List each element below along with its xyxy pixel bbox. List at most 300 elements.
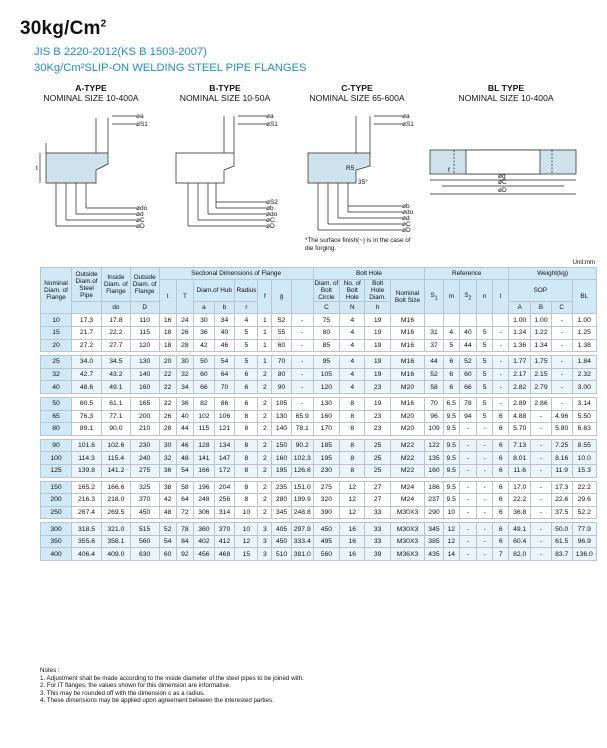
table-cell: 110 [130,314,159,327]
column-header: Diam.of Hub [194,280,235,302]
table-cell: 314 [214,506,235,519]
table-cell: 1 [258,339,272,352]
table-cell: 23 [365,381,390,394]
table-cell: - [459,494,476,507]
table-cell: 5 [477,397,493,410]
table-cell: 22.2 [509,494,531,507]
table-cell: M36X3 [390,548,425,561]
table-cell: 4 [340,356,365,369]
table-cell: 54 [214,356,235,369]
table-cell: M24 [390,494,425,507]
surface-finish-note: *The surface finish(~) is in the case of die forging. [305,237,411,252]
table-cell: 52 [425,368,443,381]
table-cell: - [551,326,572,339]
table-cell: - [459,523,476,536]
table-cell: 46 [176,439,193,452]
table-cell: 49.1 [101,381,130,394]
table-cell: 4 [340,339,365,352]
table-cell: - [493,326,509,339]
table-cell: M20 [390,410,425,423]
column-header: A [509,302,531,314]
table-cell: 2.89 [509,397,531,410]
column-header: do [101,302,130,314]
table-cell: 105 [272,397,292,410]
table-cell: 26 [176,326,193,339]
table-cell: 54 [159,535,176,548]
table-cell: 2 [258,464,272,477]
table-cell: 130 [313,397,339,410]
column-header: n [477,280,493,314]
table-cell: 4 [443,326,459,339]
table-cell: 450 [130,506,159,519]
table-cell: 19 [365,356,390,369]
table-cell: 2 [258,381,272,394]
table-cell: M22 [390,464,425,477]
table-row [41,494,597,507]
table-cell: 12 [340,494,365,507]
th-reference: Reference [425,268,509,280]
label-c-bl: øC [498,179,507,186]
table-cell: 385 [425,535,443,548]
table-cell: 46 [214,339,235,352]
nominal-size-cell: 80 [41,423,72,436]
column-header: D [130,302,159,314]
table-cell: 141 [194,452,215,465]
label-b-c: øb [402,203,410,210]
table-cell: 18 [159,326,176,339]
table-cell: 72 [176,506,193,519]
nominal-size-cell: 25 [41,356,72,369]
table-cell: 78 [176,523,193,536]
table-cell: M16 [390,339,425,352]
table-cell: 2.17 [509,368,531,381]
table-cell: 17.3 [72,314,102,327]
table-cell: 450 [313,523,339,536]
table-cell: 6 [493,423,509,436]
table-cell: 17.8 [101,314,130,327]
table-cell: 2 [258,481,272,494]
th-outside-pipe: Outside Diam.of Steel Pipe [72,268,102,302]
table-cell: 6.5 [443,397,459,410]
table-cell: 381.0 [291,548,313,561]
table-cell: 267.4 [72,506,102,519]
table-cell: 90.0 [101,423,130,436]
table-cell: 6 [493,523,509,536]
label-s2-b: øS2 [266,199,278,206]
table-cell: 290 [425,506,443,519]
type-bl-drawing [418,140,588,202]
table-cell: 468 [214,548,235,561]
table-cell: 160 [130,381,159,394]
table-cell: 199.9 [291,494,313,507]
table-cell [493,314,509,327]
table-cell: 24 [176,314,193,327]
table-cell: 49.1 [509,523,531,536]
table-cell: 135 [425,452,443,465]
column-header: g [272,280,292,314]
table-cell: 102.3 [291,452,313,465]
table-cell: M16 [390,368,425,381]
table-cell: 5 [477,339,493,352]
table-cell: 61.5 [551,535,572,548]
table-cell: 52 [272,314,292,327]
table-cell: 216.3 [72,494,102,507]
table-cell: 456 [194,548,215,561]
label-c-b: øC [266,217,275,224]
table-cell: 5 [235,356,258,369]
note-2: 2. For IT flanges, the values shown for this dimension are informative. [40,682,231,690]
table-cell: - [291,397,313,410]
table-cell: 85 [313,339,339,352]
table-cell: 360 [194,523,215,536]
table-cell: 28 [159,423,176,436]
th-nominal: Nominal Diam. of Flange [41,268,72,314]
table-cell: 321.0 [101,523,130,536]
table-cell: 22.2 [101,326,130,339]
table-cell: 40 [459,326,476,339]
table-cell: 75 [313,314,339,327]
table-cell: 2.79 [531,381,552,394]
column-header: l [493,280,509,314]
table-cell: 210 [130,423,159,436]
nominal-size-cell: 100 [41,452,72,465]
table-cell: 186 [425,481,443,494]
table-cell: 510 [272,548,292,561]
table-cell: 8 [235,423,258,436]
table-cell: 370 [130,494,159,507]
table-row [41,481,597,494]
table-cell: 95 [313,356,339,369]
table-cell: 6 [443,381,459,394]
notes-title: Notes : [40,667,60,674]
table-row [41,548,597,561]
table-cell: 34 [214,314,235,327]
table-cell: 1.00 [531,314,552,327]
table-cell: 9.5 [443,410,459,423]
table-row [41,535,597,548]
table-cell: M16 [390,356,425,369]
standard-reference: JIS B 2220-2012(KS B 1503-2007) [34,46,207,58]
table-cell: 33 [365,535,390,548]
table-cell: - [551,339,572,352]
table-cell: 40 [214,326,235,339]
table-cell: 8 [235,481,258,494]
table-cell: 9.5 [443,439,459,452]
table-cell: - [551,314,572,327]
table-cell: 96 [425,410,443,423]
table-cell: 196 [194,481,215,494]
nominal-size-cell: 65 [41,410,72,423]
table-cell: - [531,494,552,507]
nominal-size-cell: 150 [41,481,72,494]
table-cell: - [477,439,493,452]
table-cell: 235 [272,481,292,494]
table-cell: 230 [130,439,159,452]
table-cell: 185 [313,439,339,452]
table-cell: 3.00 [572,381,596,394]
table-cell: 66 [194,381,215,394]
table-cell: 16 [159,314,176,327]
table-cell: M16 [390,314,425,327]
column-header: r [235,302,258,314]
table-cell: 16 [340,548,365,561]
table-cell: 115 [130,326,159,339]
table-cell: 36 [176,397,193,410]
table-cell: 1.00 [572,314,596,327]
table-cell: 1.75 [531,356,552,369]
table-cell: - [291,339,313,352]
table-cell: 1.38 [572,339,596,352]
table-cell: 1 [258,356,272,369]
table-cell: 10 [235,506,258,519]
table-cell: 9.5 [443,464,459,477]
table-cell: 230 [313,464,339,477]
table-cell: 42 [194,339,215,352]
unit-label: Unit:mm [572,260,595,266]
table-cell: 5 [477,381,493,394]
table-cell: 140 [130,368,159,381]
label-do: ødo [136,205,148,212]
table-cell: - [531,423,552,436]
table-cell: 248 [194,494,215,507]
column-header: a [194,302,215,314]
table-cell: 269.5 [101,506,130,519]
table-cell: 2 [258,368,272,381]
table-cell: 25 [365,439,390,452]
table-cell: 2.32 [572,368,596,381]
column-header: $S_1$ [425,280,443,314]
table-cell: 32 [176,368,193,381]
table-cell: - [459,464,476,477]
table-cell: M30X3 [390,523,425,536]
table-cell: 195 [313,452,339,465]
table-cell: M30X3 [390,535,425,548]
table-cell: 65.9 [291,410,313,423]
table-cell: 166 [194,464,215,477]
table-cell: 5.50 [572,410,596,423]
table-cell: 27 [365,481,390,494]
table-cell: 11.6 [509,464,531,477]
table-cell: M20 [390,381,425,394]
table-cell: - [551,368,572,381]
table-cell: 139.8 [72,464,102,477]
table-cell: 8 [340,439,365,452]
table-cell: 4 [340,368,365,381]
column-header: BL [572,280,596,314]
table-cell: 19 [365,397,390,410]
table-cell: 165.2 [72,481,102,494]
column-header: Bolt Hole Diam. [365,280,390,302]
th-sectional: Sectional Dimensions of Flange [159,268,313,280]
table-cell: 218.0 [101,494,130,507]
table-cell: 27 [365,494,390,507]
table-cell: - [477,452,493,465]
table-cell: M24 [390,481,425,494]
table-cell: 8 [235,464,258,477]
table-cell: 90.2 [291,439,313,452]
table-cell: 6 [235,397,258,410]
table-cell: 36.8 [509,506,531,519]
table-cell: 44 [425,356,443,369]
nominal-size-cell: 250 [41,506,72,519]
table-cell: 10 [235,523,258,536]
column-header: b [214,302,235,314]
table-cell: 130 [272,410,292,423]
table-cell: 141.2 [101,464,130,477]
column-header: $S_2$ [459,280,476,314]
label-D-b: øD [266,223,275,230]
table-cell: 4 [235,314,258,327]
label-b-b: øb [266,205,274,212]
table-cell: 358.1 [101,535,130,548]
table-cell: 8 [340,397,365,410]
table-cell: 5.80 [551,423,572,436]
type-a-drawing [36,108,160,232]
table-cell: 275 [313,481,339,494]
type-b-drawing [170,108,294,232]
table-cell: - [493,381,509,394]
table-cell: 20 [159,356,176,369]
nominal-size-cell: 40 [41,381,72,394]
table-cell: 115 [194,423,215,436]
note-3: 3. This may be rounded off with the dimension c as a radius. [40,689,205,697]
table-cell: 237 [425,494,443,507]
table-cell: 19 [365,368,390,381]
table-cell: 9.5 [443,423,459,436]
table-cell: 60 [194,368,215,381]
table-cell: 52 [159,523,176,536]
th-bolt-hole: Bolt Hole [313,268,425,280]
table-cell: 1.22 [531,326,552,339]
table-cell: 25 [365,452,390,465]
table-cell: - [459,439,476,452]
table-cell: 306 [194,506,215,519]
table-cell: - [551,356,572,369]
table-cell: 6 [493,439,509,452]
table-cell: - [531,535,552,548]
nominal-size-cell: 400 [41,548,72,561]
table-row [41,439,597,452]
table-cell: 33 [365,506,390,519]
nominal-size-cell: 90 [41,439,72,452]
table-cell: - [531,506,552,519]
table-cell: 37 [425,339,443,352]
table-cell: M20 [390,423,425,436]
table-row [41,464,597,477]
table-cell: 1.34 [531,339,552,352]
table-cell: 4.88 [509,410,531,423]
table-cell: 8 [235,494,258,507]
table-cell: 2.82 [509,381,531,394]
table-cell: 166.6 [101,481,130,494]
table-cell: 195 [272,464,292,477]
th-weight: Weight(kg) [509,268,597,280]
table-row [41,356,597,369]
table-cell: 6 [493,464,509,477]
table-cell: - [477,535,493,548]
label-d-c: ød [402,215,410,222]
nominal-size-cell: 20 [41,339,72,352]
table-cell: 30 [176,356,193,369]
nominal-size-cell: 15 [41,326,72,339]
table-cell: 48.6 [72,381,102,394]
table-cell: 122 [425,439,443,452]
table-cell: 2 [258,494,272,507]
table-cell: 1.77 [509,356,531,369]
table-cell: 7.13 [509,439,531,452]
table-cell: 325 [130,481,159,494]
table-cell: 560 [130,535,159,548]
table-cell: 8.16 [551,452,572,465]
label-r5: R5 [346,165,355,172]
table-cell: 31 [425,326,443,339]
table-cell: 160 [313,410,339,423]
th-outside-flange: Outside Diam. of Flange [130,268,159,302]
note-4: 4. These dimensions may be applied upon agreement between the interested parties. [40,697,274,705]
table-cell: - [477,464,493,477]
table-cell: 9.5 [443,494,459,507]
table-cell: - [493,339,509,352]
table-cell: - [493,356,509,369]
table-cell: 34.0 [72,356,102,369]
table-cell: 64 [176,494,193,507]
table-cell: 21.7 [72,326,102,339]
table-row [41,452,597,465]
table-cell: 333.4 [291,535,313,548]
table-cell: - [477,423,493,436]
label-h-bl: f [448,167,450,174]
column-header: Nominal Bolt Size [390,280,425,314]
flange-dimension-table [40,267,597,561]
table-cell: - [493,368,509,381]
table-cell: 77.1 [101,410,130,423]
table-cell: - [477,506,493,519]
table-cell: 1.00 [509,314,531,327]
label-D-c: øD [402,227,411,234]
table-cell [477,314,493,327]
table-cell: 8 [235,452,258,465]
table-cell: 412 [214,535,235,548]
table-cell [425,314,443,327]
table-cell: 27.2 [72,339,102,352]
table-cell [443,314,459,327]
table-cell: - [291,368,313,381]
label-c: øC [136,217,145,224]
table-cell: 345 [272,506,292,519]
table-row [41,523,597,536]
table-cell: 22.2 [572,481,596,494]
table-cell: 495 [313,535,339,548]
table-cell: 2 [258,423,272,436]
table-cell: 89.1 [72,423,102,436]
table-cell: M22 [390,452,425,465]
table-cell: - [291,314,313,327]
table-cell: 1.36 [509,339,531,352]
table-cell: 14 [443,548,459,561]
table-cell: 102 [194,410,215,423]
table-cell: 17.3 [551,481,572,494]
table-cell: 345 [425,523,443,536]
label-angle: 35° [358,179,368,186]
table-cell: 2 [258,506,272,519]
table-cell: 256 [214,494,235,507]
table-cell: 560 [313,548,339,561]
table-cell: 12 [340,481,365,494]
table-cell: 5 [477,356,493,369]
table-cell: 1.84 [572,356,596,369]
table-cell: 80 [313,326,339,339]
table-cell: 60 [159,548,176,561]
